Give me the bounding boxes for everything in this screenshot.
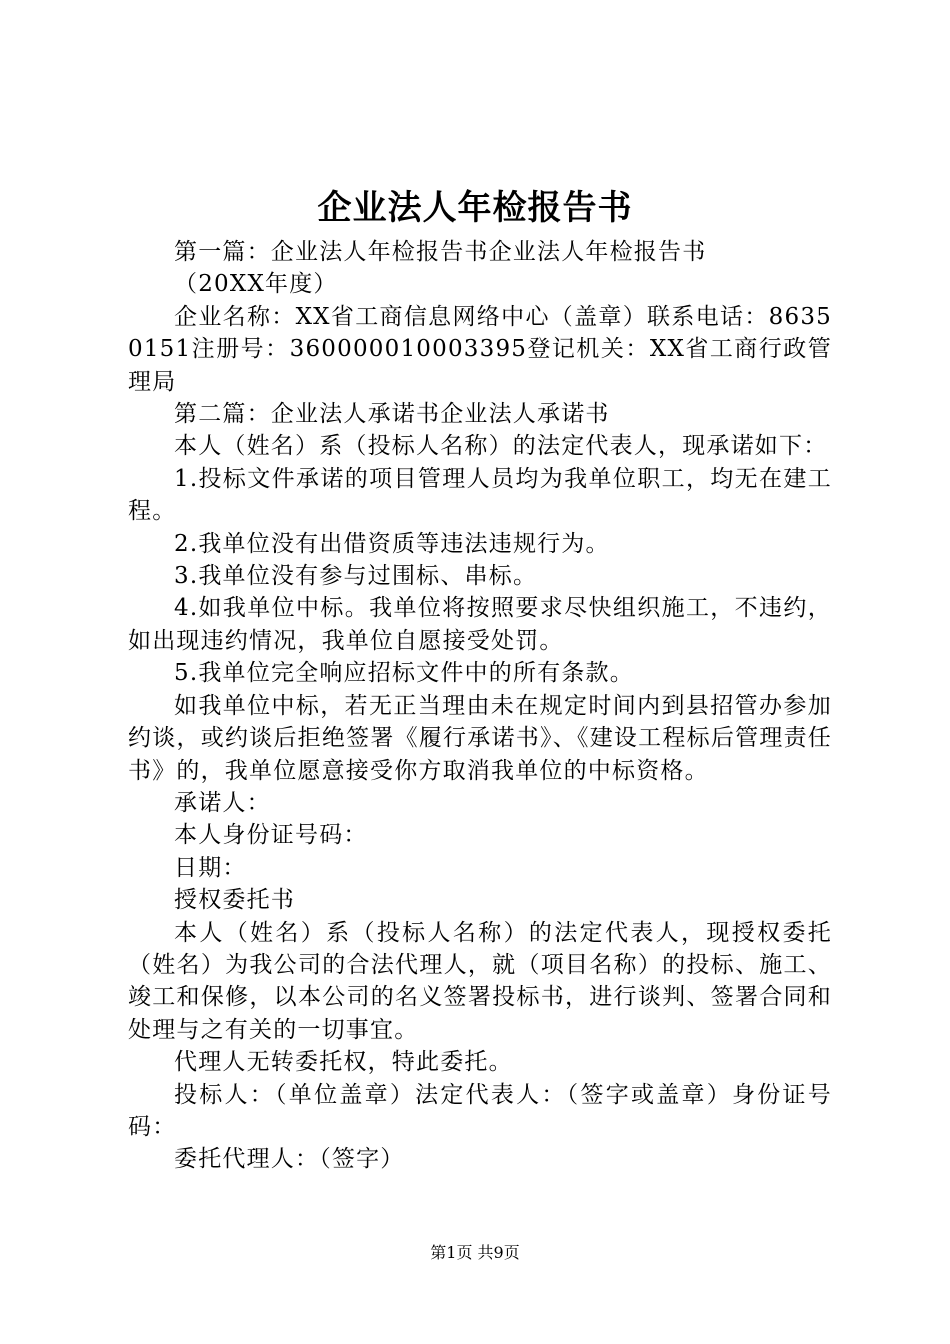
paragraph: 承诺人：: [174, 789, 271, 816]
paragraph: 1.投标文件承诺的项目管理人员均为我单位职工，均无在建工程。: [128, 465, 832, 525]
page-footer: 第1页 共9页: [430, 1243, 520, 1262]
paragraph: 代理人无转委托权，特此委托。: [174, 1049, 513, 1076]
document-title: 企业法人年检报告书: [317, 188, 633, 228]
paragraph: 本人（姓名）系（投标人名称）的法定代表人，现承诺如下：: [174, 433, 828, 460]
paragraph: 授权委托书: [174, 887, 295, 914]
paragraph: 本人（姓名）系（投标人名称）的法定代表人，现授权委托（姓名）为我公司的合法代理人，就（项目名称）的投标、施工、竣工和保修，以本公司的名义签署投标书，进行谈判、签署合同和处理与之有关的一切事宜。: [128, 919, 832, 1043]
paragraph: （20XX年度）: [174, 271, 338, 298]
paragraph: 企业名称：XX省工商信息网络中心（盖章）联系电话：86350151注册号：360000010003395登记机关：XX省工商行政管理局: [128, 303, 832, 395]
paragraph: 4.如我单位中标。我单位将按照要求尽快组织施工，不违约，如出现违约情况，我单位自愿接受处罚。: [128, 595, 832, 654]
paragraph: 如我单位中标，若无正当理由未在规定时间内到县招管办参加约谈，或约谈后拒绝签署《履行承诺书》、《建设工程标后管理责任书》的，我单位愿意接受你方取消我单位的中标资格。: [128, 692, 832, 784]
paragraph: 投标人：（单位盖章）法定代表人：（签字或盖章）身份证号码：: [128, 1081, 832, 1140]
paragraph: 2.我单位没有出借资质等违法违规行为。: [174, 530, 610, 557]
paragraph: 第二篇：企业法人承诺书企业法人承诺书: [174, 401, 610, 428]
paragraph: 第一篇：企业法人年检报告书企业法人年检报告书: [174, 239, 707, 265]
paragraph: 日期：: [174, 854, 247, 881]
document-body: [128, 236, 832, 1176]
paragraph: 委托代理人：（签字）: [174, 1146, 405, 1173]
paragraph: 本人身份证号码：: [174, 822, 368, 849]
paragraph: 5.我单位完全响应招标文件中的所有条款。: [174, 660, 634, 687]
paragraph: 3.我单位没有参与过围标、串标。: [174, 563, 538, 590]
